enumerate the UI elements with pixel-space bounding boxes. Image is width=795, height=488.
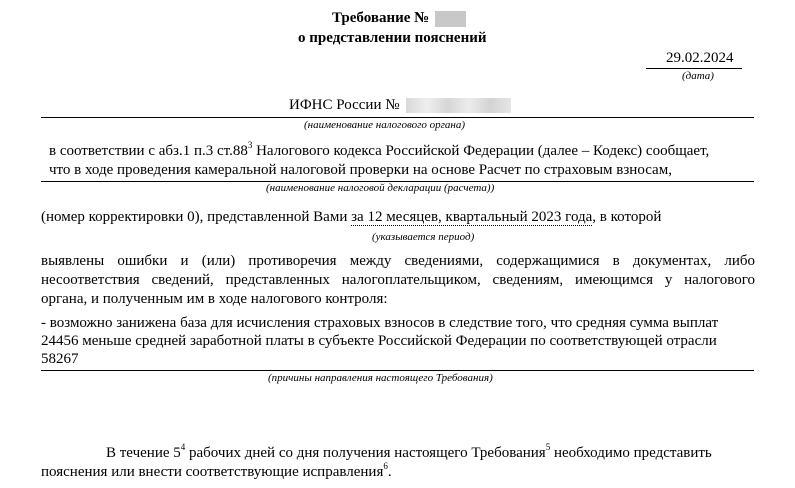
period-value: за 12 месяцев, квартальный 2023 года — [351, 209, 593, 225]
paragraph3-line1-a: В течение 5 — [106, 445, 181, 461]
tax-authority-prefix: ИФНС России № — [289, 97, 400, 113]
redacted-number — [435, 11, 466, 27]
paragraph1-line1 — [49, 140, 710, 160]
period-caption: (указывается период) — [372, 231, 475, 243]
period-before: (номер корректировки 0), представленной Вами — [41, 209, 352, 225]
date-value: 29.02.2024 — [666, 50, 734, 66]
reason-line3: 58267 — [41, 351, 79, 367]
authority-caption: (наименование налогового органа) — [304, 119, 466, 131]
paragraph3-line1-b: рабочих дней со дня получения настоящего Требования — [185, 445, 546, 461]
footnote-4: 4 — [180, 442, 186, 452]
document-title — [332, 10, 466, 27]
period-after: , в которой — [592, 209, 662, 225]
footnote-3: 3 — [247, 140, 253, 150]
period-line — [41, 209, 661, 226]
redacted-authority-number — [406, 98, 511, 113]
footnote-5: 5 — [545, 442, 551, 452]
paragraph3-line2 — [41, 461, 392, 481]
title-prefix: Требование № — [332, 10, 430, 26]
footnote-6: 6 — [383, 461, 388, 471]
document-subtitle: о представлении пояснений — [298, 30, 487, 46]
paragraph3-line1 — [106, 442, 712, 462]
paragraph2-line1: выявлены ошибки и (или) противоречия между сведениями, содержащимися в документах, либо — [41, 253, 755, 269]
reason-caption: (причины направления настоящего Требования) — [268, 372, 493, 384]
authority-underline — [41, 117, 754, 118]
paragraph1-line1-start: в соответствии с абз.1 п.3 ст.88 — [49, 143, 248, 159]
paragraph1-line2: что в ходе проведения камеральной налоговой проверки на основе Расчет по страховым взносам, — [49, 162, 672, 178]
date-caption: (дата) — [682, 70, 714, 82]
date-underline — [646, 68, 742, 69]
paragraph3-line2-a: пояснения или внести соответствующие исправления — [41, 464, 384, 480]
paragraph2-line2: несоответствия сведений, представленных налогоплательщиком, сведениям, имеющимся у налогового — [41, 272, 755, 288]
reason-underline — [41, 370, 754, 371]
reason-line1: - возможно занижена база для исчисления страховых взносов в следствие того, что средняя сумма выплат — [41, 315, 719, 331]
paragraph3-line1-c: необходимо представить — [550, 445, 712, 461]
paragraph2-line3: органа, и полученным им в ходе налогового контроля: — [41, 291, 388, 307]
reason-line2: 24456 меньше средней заработной платы в субъекте Российской Федерации по соответствующей отрасли — [41, 333, 717, 349]
paragraph1-line1-end: Налогового кодекса Российской Федерации (далее – Кодекс) сообщает, — [252, 143, 710, 159]
paragraph3-line2-b: . — [387, 464, 392, 480]
tax-authority — [289, 97, 511, 114]
declaration-caption: (наименование налоговой декларации (расчета)) — [266, 182, 495, 194]
